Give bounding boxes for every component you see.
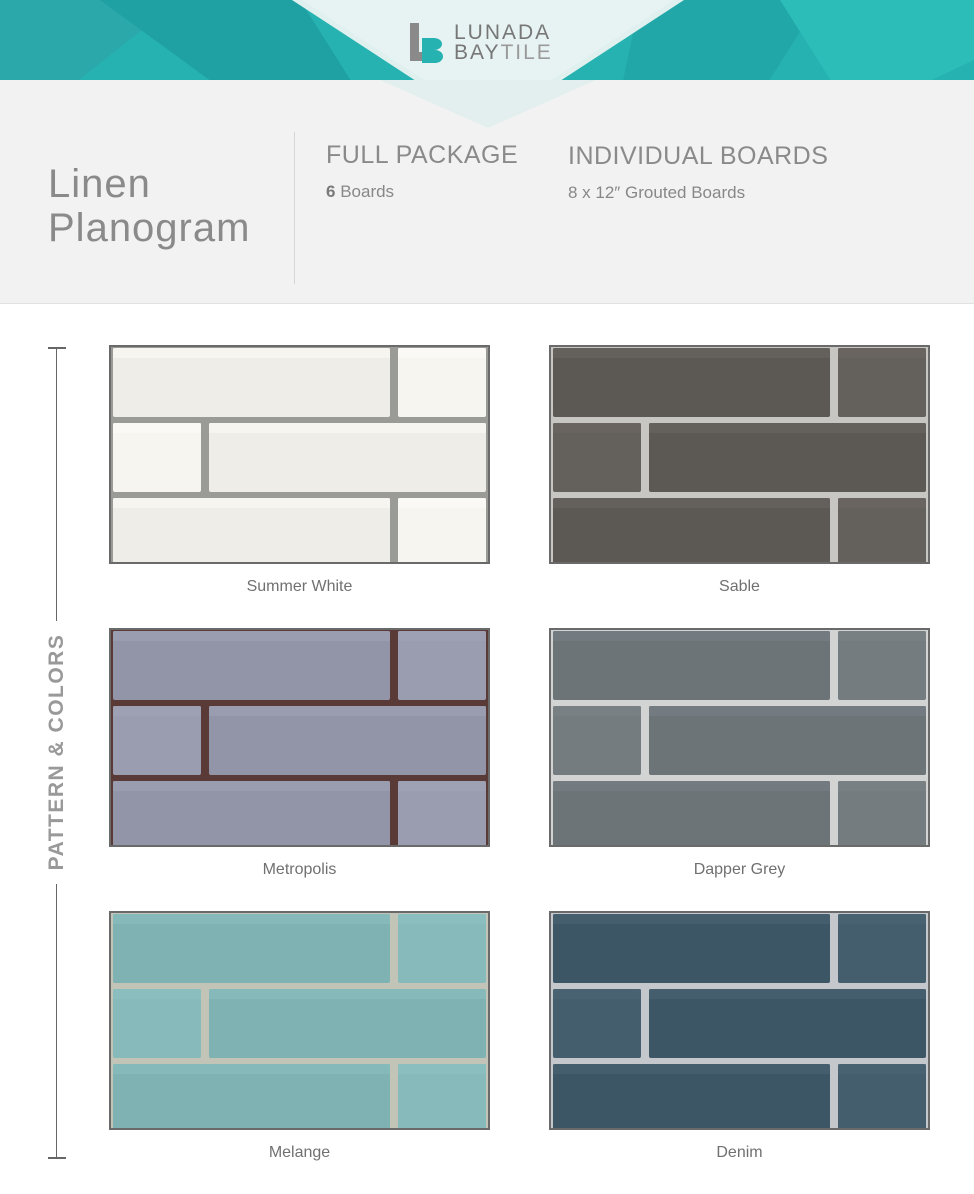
- tile-swatch: [549, 628, 930, 847]
- spec-detail: [326, 182, 518, 202]
- spec-board-count: 6: [326, 182, 336, 201]
- tile-piece: [113, 348, 390, 417]
- tile-piece: [649, 989, 926, 1058]
- brand-name-bay: BAY: [454, 41, 501, 64]
- tile-piece: [113, 631, 390, 700]
- spec-full-package: [326, 141, 518, 202]
- swatch-label: Melange: [268, 1144, 331, 1161]
- tile-piece: [553, 423, 641, 492]
- tile-piece: [838, 348, 926, 417]
- header-divider: [294, 132, 295, 284]
- tile-piece: [113, 989, 201, 1058]
- spec-detail: 8 x 12″ Grouted Boards: [568, 183, 746, 202]
- tile-piece: [649, 706, 926, 775]
- tile-piece: [553, 989, 641, 1058]
- tile-piece: [553, 631, 830, 700]
- tile-piece: [398, 348, 486, 417]
- tile-piece: [553, 914, 830, 983]
- tile-pattern: [111, 630, 488, 845]
- brand-name-tile: TILE: [500, 41, 553, 64]
- side-rule-cap-top: [48, 347, 66, 349]
- header-chevron: [0, 80, 974, 132]
- tile-piece: [209, 989, 486, 1058]
- spec-detail-text: Boards: [335, 182, 395, 201]
- tile-pattern: [111, 913, 488, 1128]
- tile-swatch: [549, 911, 930, 1130]
- page-title-line2: Planogram: [48, 206, 251, 250]
- page-title-line1: Linen: [48, 162, 151, 206]
- tile-pattern: [551, 630, 928, 845]
- tile-piece: [398, 914, 486, 983]
- tile-piece: [113, 423, 201, 492]
- swatch-label: Summer White: [246, 578, 353, 595]
- tile-piece: [649, 423, 926, 492]
- tile-swatch: [109, 911, 490, 1130]
- brand-name-line1: LUNADA: [454, 21, 552, 44]
- side-rule-cap-bottom: [48, 1157, 66, 1159]
- tile-piece: [553, 706, 641, 775]
- tile-pattern: [111, 347, 488, 562]
- tile-swatch: [549, 345, 930, 564]
- brand-name-line2: [454, 43, 553, 63]
- tile-piece: [113, 914, 390, 983]
- tile-piece: [553, 348, 830, 417]
- swatch-label: Dapper Grey: [693, 861, 786, 878]
- side-label: PATTERN & COLORS: [45, 633, 68, 871]
- tile-piece: [838, 631, 926, 700]
- spec-heading: FULL PACKAGE: [326, 141, 519, 169]
- swatch-label: Denim: [716, 1144, 763, 1161]
- brand-logo: [408, 20, 578, 66]
- side-rule-bottom: [56, 884, 57, 1158]
- side-rule-top: [56, 347, 57, 621]
- tile-piece: [113, 706, 201, 775]
- spec-individual-boards: [568, 142, 828, 203]
- tile-piece: [209, 706, 486, 775]
- tile-pattern: [551, 913, 928, 1128]
- swatch-label: Sable: [719, 578, 760, 595]
- spec-heading: INDIVIDUAL BOARDS: [568, 142, 829, 170]
- tile-pattern: [551, 347, 928, 562]
- tile-piece: [398, 631, 486, 700]
- tile-swatch: [109, 628, 490, 847]
- logo-mark-icon: [408, 21, 444, 65]
- swatch-label: Metropolis: [262, 861, 337, 878]
- tile-swatch: [109, 345, 490, 564]
- tile-piece: [838, 914, 926, 983]
- tile-piece: [209, 423, 486, 492]
- page-title: [48, 162, 250, 250]
